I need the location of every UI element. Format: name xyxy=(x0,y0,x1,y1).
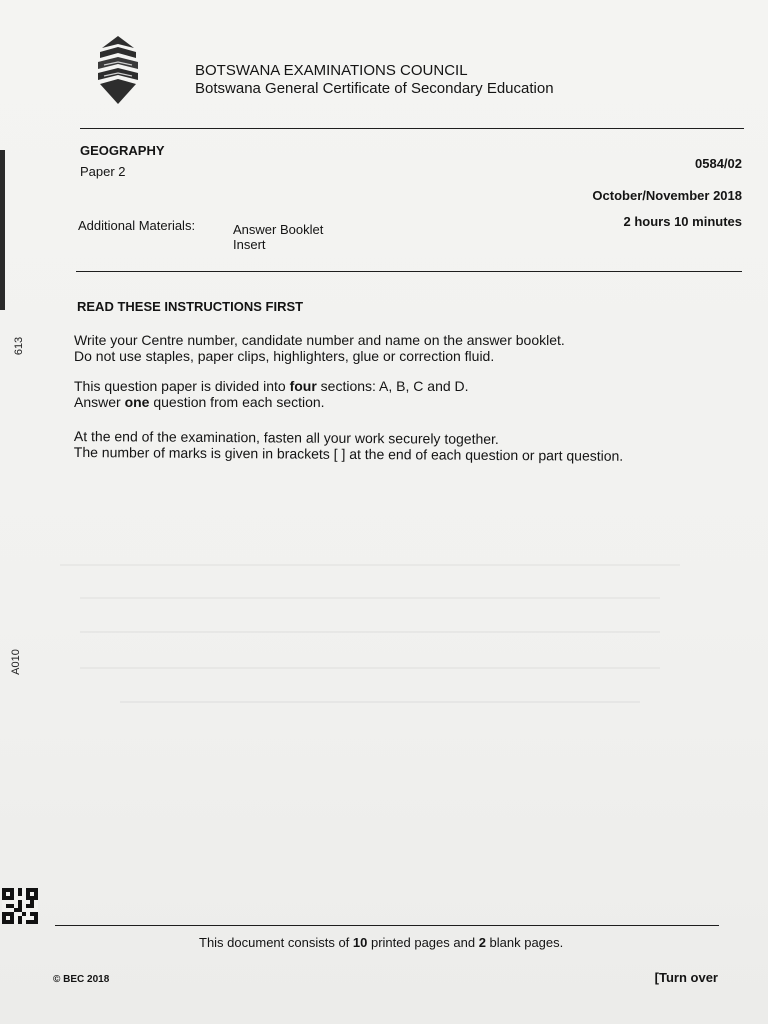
council-name: BOTSWANA EXAMINATIONS COUNCIL xyxy=(195,62,468,79)
instruction-line: Answer one question from each section. xyxy=(74,394,325,410)
subject-title: GEOGRAPHY xyxy=(80,143,165,158)
page-count-note: This document consists of 10 printed pages and 2 blank pages. xyxy=(199,935,564,950)
emphasis-four: four xyxy=(289,378,317,394)
instruction-line: At the end of the examination, fasten all your work securely together. xyxy=(73,428,499,447)
paper-number: Paper 2 xyxy=(80,164,126,179)
instruction-line: The number of marks is given in brackets [ ] at the end of each question or part question. xyxy=(73,443,624,464)
instructions-paragraph-2 xyxy=(74,378,469,410)
footer-rule xyxy=(55,925,719,926)
council-heading xyxy=(195,62,554,98)
exam-session: October/November 2018 xyxy=(592,188,742,203)
instructions-heading: READ THESE INSTRUCTIONS FIRST xyxy=(77,299,304,314)
instruction-line: This question paper is divided into four sections: A, B, C and D. xyxy=(74,378,469,394)
side-code-bottom: A010 xyxy=(9,649,22,675)
reverse-side-show-through xyxy=(40,520,730,750)
printed-pages-count: 10 xyxy=(352,935,368,950)
materials-list xyxy=(233,222,323,252)
instructions-paragraph-1 xyxy=(74,332,565,364)
bec-logo-icon xyxy=(94,36,142,104)
exam-duration: 2 hours 10 minutes xyxy=(623,214,742,229)
material-item: Answer Booklet xyxy=(233,222,324,237)
certificate-name: Botswana General Certificate of Secondary Education xyxy=(195,80,554,97)
page-edge-shadow xyxy=(0,150,5,310)
side-code-top: 613 xyxy=(13,336,26,356)
instructions-paragraph-3 xyxy=(74,428,624,464)
copyright: © BEC 2018 xyxy=(53,974,110,985)
instruction-line: Write your Centre number, candidate number and name on the answer booklet. xyxy=(74,332,565,348)
top-rule xyxy=(80,128,744,129)
material-item: Insert xyxy=(233,237,266,252)
materials-label: Additional Materials: xyxy=(78,218,196,233)
instruction-line: Do not use staples, paper clips, highlighters, glue or correction fluid. xyxy=(74,348,495,364)
turn-over: [Turn over xyxy=(654,970,718,985)
blank-pages-count: 2 xyxy=(478,935,486,950)
emphasis-one: one xyxy=(124,394,150,410)
paper-code: 0584/02 xyxy=(695,156,742,171)
middle-rule xyxy=(76,271,742,272)
qr-code-icon xyxy=(2,888,38,924)
